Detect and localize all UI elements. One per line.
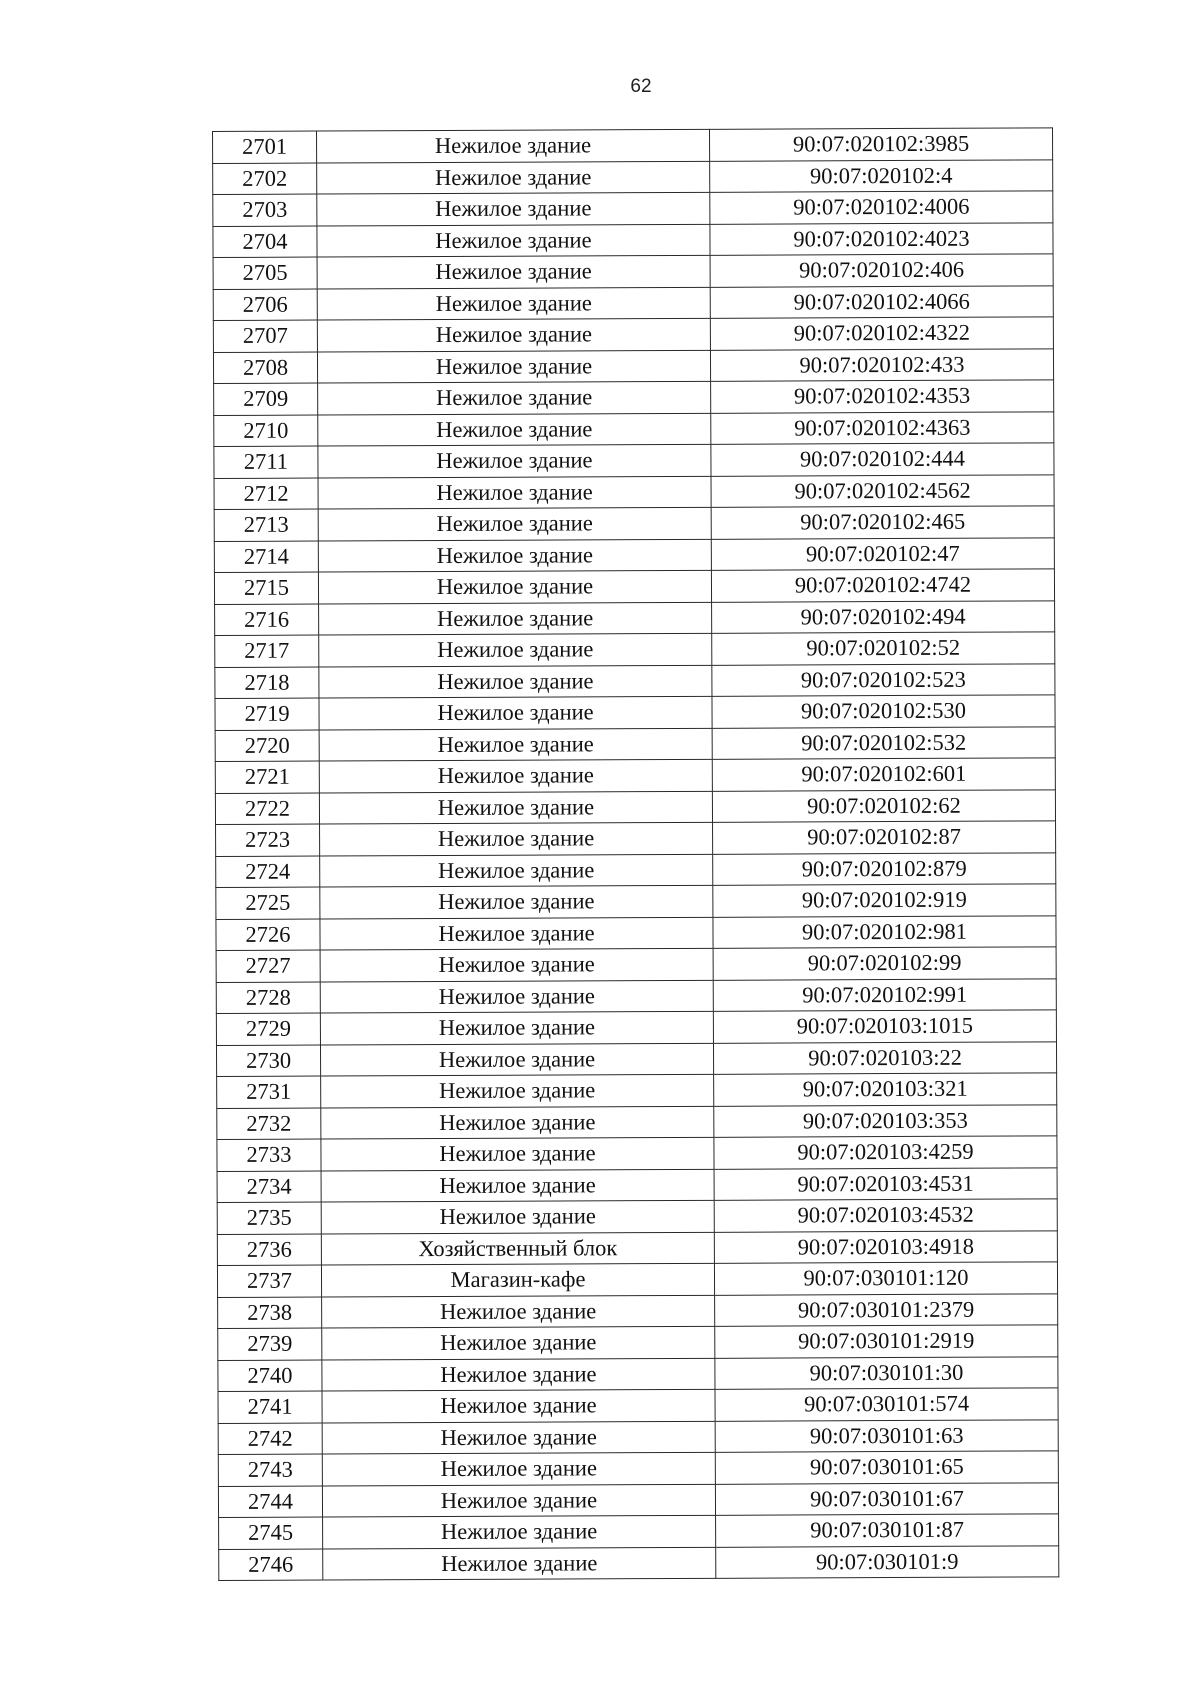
table-row	[217, 1073, 1057, 1108]
row-number-cell: 2725	[216, 887, 320, 919]
table-row	[214, 537, 1054, 572]
cadastral-number-cell: 90:07:020102:4006	[710, 191, 1053, 224]
table-row	[216, 884, 1056, 919]
cadastral-number-cell: 90:07:030101:67	[715, 1482, 1058, 1515]
table-row	[215, 632, 1055, 667]
cadastral-number-cell: 90:07:020102:4023	[710, 222, 1053, 255]
table-row	[215, 789, 1055, 824]
row-number-cell: 2722	[215, 793, 319, 825]
cadastral-number-cell: 90:07:030101:2379	[715, 1293, 1058, 1326]
object-name-cell: Нежилое здание	[320, 948, 713, 981]
cadastral-number-cell: 90:07:020102:4562	[711, 474, 1054, 507]
table-row	[213, 159, 1053, 194]
table-row	[218, 1482, 1058, 1517]
row-number-cell: 2717	[215, 635, 319, 667]
table-row	[213, 348, 1053, 383]
table-row	[217, 1167, 1057, 1202]
page-number: 62	[630, 76, 652, 97]
row-number-cell: 2745	[219, 1517, 323, 1549]
cadastral-number-cell: 90:07:020102:87	[713, 821, 1056, 854]
cadastral-number-cell: 90:07:020102:3985	[709, 128, 1052, 161]
object-name-cell: Нежилое здание	[321, 1137, 714, 1170]
object-name-cell: Нежилое здание	[318, 444, 711, 477]
cadastral-number-cell: 90:07:020102:494	[712, 600, 1055, 633]
cadastral-number-cell: 90:07:020102:4742	[711, 569, 1054, 602]
cadastral-number-cell: 90:07:020102:465	[711, 506, 1054, 539]
row-number-cell: 2701	[213, 131, 317, 163]
table-row	[215, 663, 1055, 698]
row-number-cell: 2711	[214, 446, 318, 478]
row-number-cell: 2715	[214, 572, 318, 604]
object-name-cell: Нежилое здание	[321, 1169, 714, 1202]
object-name-cell: Нежилое здание	[320, 917, 713, 950]
table-row	[216, 915, 1056, 950]
table-row	[215, 726, 1055, 761]
row-number-cell: 2710	[214, 415, 318, 447]
cadastral-number-cell: 90:07:020102:530	[712, 695, 1055, 728]
object-name-cell: Нежилое здание	[318, 539, 711, 572]
row-number-cell: 2739	[218, 1328, 322, 1360]
object-name-cell: Нежилое здание	[320, 885, 713, 918]
cadastral-number-cell: 90:07:020102:62	[712, 789, 1055, 822]
table-row	[218, 1419, 1058, 1454]
cadastral-number-cell: 90:07:030101:9	[716, 1545, 1059, 1578]
table-row	[217, 1136, 1057, 1171]
cadastral-number-cell: 90:07:020102:99	[713, 947, 1056, 980]
row-number-cell: 2731	[217, 1076, 321, 1108]
cadastral-number-cell: 90:07:020103:4259	[714, 1136, 1057, 1169]
row-number-cell: 2714	[214, 541, 318, 573]
cadastral-number-cell: 90:07:030101:63	[715, 1419, 1058, 1452]
cadastral-number-cell: 90:07:020103:22	[713, 1041, 1056, 1074]
cadastral-number-cell: 90:07:020102:47	[711, 537, 1054, 570]
table-row	[215, 600, 1055, 635]
object-name-cell: Нежилое здание	[322, 1421, 715, 1454]
object-name-cell: Нежилое здание	[322, 1484, 715, 1517]
table-row	[215, 695, 1055, 730]
object-name-cell: Нежилое здание	[320, 980, 713, 1013]
row-number-cell: 2729	[216, 1013, 320, 1045]
object-name-cell: Нежилое здание	[319, 633, 712, 666]
row-number-cell: 2719	[215, 698, 319, 730]
table-row	[217, 1262, 1057, 1297]
row-number-cell: 2746	[219, 1549, 323, 1581]
object-name-cell: Нежилое здание	[320, 1043, 713, 1076]
row-number-cell: 2707	[213, 320, 317, 352]
cadastral-number-cell: 90:07:030101:87	[716, 1514, 1059, 1547]
row-number-cell: 2738	[218, 1297, 322, 1329]
cadastral-number-cell: 90:07:020102:879	[713, 852, 1056, 885]
table-row	[216, 1010, 1056, 1045]
row-number-cell: 2718	[215, 667, 319, 699]
row-number-cell: 2721	[215, 761, 319, 793]
object-name-cell: Нежилое здание	[319, 728, 712, 761]
cadastral-number-cell: 90:07:020102:4363	[711, 411, 1054, 444]
row-number-cell: 2705	[213, 257, 317, 289]
object-name-cell: Нежилое здание	[319, 791, 712, 824]
row-number-cell: 2741	[218, 1391, 322, 1423]
object-name-cell: Магазин-кафе	[321, 1263, 714, 1296]
cadastral-number-cell: 90:07:020102:919	[713, 884, 1056, 917]
cadastral-number-cell: 90:07:020102:532	[712, 726, 1055, 759]
object-name-cell: Нежилое здание	[317, 255, 710, 288]
object-name-cell: Нежилое здание	[317, 129, 710, 162]
row-number-cell: 2742	[218, 1423, 322, 1455]
cadastral-number-cell: 90:07:030101:65	[715, 1451, 1058, 1484]
table-row	[213, 317, 1053, 352]
row-number-cell: 2723	[216, 824, 320, 856]
object-name-cell: Нежилое здание	[321, 1106, 714, 1139]
object-name-cell: Нежилое здание	[322, 1326, 715, 1359]
table-row	[216, 1041, 1056, 1076]
object-name-cell: Нежилое здание	[317, 161, 710, 194]
table-row	[213, 128, 1053, 163]
table-body	[213, 128, 1059, 1581]
object-name-cell: Нежилое здание	[321, 1074, 714, 1107]
table-row	[218, 1356, 1058, 1391]
table-row	[214, 411, 1054, 446]
cadastral-number-cell: 90:07:020102:523	[712, 663, 1055, 696]
table-row	[218, 1325, 1058, 1360]
table-row	[215, 758, 1055, 793]
row-number-cell: 2730	[216, 1045, 320, 1077]
object-name-cell: Нежилое здание	[318, 570, 711, 603]
row-number-cell: 2720	[215, 730, 319, 762]
row-number-cell: 2740	[218, 1360, 322, 1392]
table-row	[213, 222, 1053, 257]
row-number-cell: 2712	[214, 478, 318, 510]
object-name-cell: Нежилое здание	[319, 602, 712, 635]
object-name-cell: Нежилое здание	[323, 1515, 716, 1548]
object-name-cell: Хозяйственный блок	[321, 1232, 714, 1265]
cadastral-number-cell: 90:07:020102:406	[710, 254, 1053, 287]
object-name-cell: Нежилое здание	[320, 1011, 713, 1044]
row-number-cell: 2735	[217, 1202, 321, 1234]
cadastral-number-cell: 90:07:020102:981	[713, 915, 1056, 948]
table-row	[213, 254, 1053, 289]
table-row	[217, 1199, 1057, 1234]
table-row	[218, 1451, 1058, 1486]
object-name-cell: Нежилое здание	[321, 1200, 714, 1233]
cadastral-number-cell: 90:07:020102:433	[710, 348, 1053, 381]
object-name-cell: Нежилое здание	[318, 507, 711, 540]
cadastral-number-cell: 90:07:020102:4	[710, 159, 1053, 192]
row-number-cell: 2713	[214, 509, 318, 541]
row-number-cell: 2727	[216, 950, 320, 982]
object-name-cell: Нежилое здание	[322, 1452, 715, 1485]
table-row	[214, 443, 1054, 478]
row-number-cell: 2733	[217, 1139, 321, 1171]
object-name-cell: Нежилое здание	[318, 413, 711, 446]
table-row	[217, 1230, 1057, 1265]
row-number-cell: 2734	[217, 1171, 321, 1203]
object-name-cell: Нежилое здание	[318, 381, 711, 414]
table-row	[216, 821, 1056, 856]
object-name-cell: Нежилое здание	[318, 476, 711, 509]
table-row	[214, 474, 1054, 509]
row-number-cell: 2708	[213, 352, 317, 384]
cadastral-number-cell: 90:07:020103:353	[714, 1104, 1057, 1137]
row-number-cell: 2704	[213, 226, 317, 258]
table-row	[214, 506, 1054, 541]
object-name-cell: Нежилое здание	[320, 854, 713, 887]
object-name-cell: Нежилое здание	[322, 1358, 715, 1391]
table-row	[219, 1545, 1059, 1580]
object-name-cell: Нежилое здание	[320, 822, 713, 855]
row-number-cell: 2744	[218, 1486, 322, 1518]
row-number-cell: 2736	[217, 1234, 321, 1266]
cadastral-number-cell: 90:07:020102:52	[712, 632, 1055, 665]
object-name-cell: Нежилое здание	[317, 318, 710, 351]
object-name-cell: Нежилое здание	[317, 192, 710, 225]
cadastral-number-cell: 90:07:030101:2919	[715, 1325, 1058, 1358]
row-number-cell: 2728	[216, 982, 320, 1014]
object-name-cell: Нежилое здание	[322, 1295, 715, 1328]
cadastral-number-cell: 90:07:020103:1015	[713, 1010, 1056, 1043]
cadastral-number-cell: 90:07:020102:4353	[711, 380, 1054, 413]
row-number-cell: 2737	[217, 1265, 321, 1297]
cadastral-number-cell: 90:07:020103:321	[714, 1073, 1057, 1106]
row-number-cell: 2706	[213, 289, 317, 321]
table-row	[217, 1104, 1057, 1139]
table-row	[218, 1388, 1058, 1423]
registry-table	[212, 127, 1059, 1581]
cadastral-number-cell: 90:07:020102:601	[712, 758, 1055, 791]
cadastral-number-cell: 90:07:020102:444	[711, 443, 1054, 476]
row-number-cell: 2716	[215, 604, 319, 636]
row-number-cell: 2743	[218, 1454, 322, 1486]
object-name-cell: Нежилое здание	[319, 696, 712, 729]
cadastral-number-cell: 90:07:020102:4322	[710, 317, 1053, 350]
object-name-cell: Нежилое здание	[319, 665, 712, 698]
cadastral-number-cell: 90:07:020103:4532	[714, 1199, 1057, 1232]
object-name-cell: Нежилое здание	[323, 1547, 716, 1580]
table-row	[213, 191, 1053, 226]
cadastral-number-cell: 90:07:030101:574	[715, 1388, 1058, 1421]
table-row	[216, 978, 1056, 1013]
cadastral-number-cell: 90:07:030101:30	[715, 1356, 1058, 1389]
row-number-cell: 2709	[214, 383, 318, 415]
table-row	[219, 1514, 1059, 1549]
object-name-cell: Нежилое здание	[317, 350, 710, 383]
cadastral-number-cell: 90:07:020102:4066	[710, 285, 1053, 318]
object-name-cell: Нежилое здание	[317, 287, 710, 320]
cadastral-number-cell: 90:07:020103:4918	[714, 1230, 1057, 1263]
object-name-cell: Нежилое здание	[322, 1389, 715, 1422]
table-row	[214, 569, 1054, 604]
table-row	[214, 380, 1054, 415]
cadastral-number-cell: 90:07:020102:991	[713, 978, 1056, 1011]
row-number-cell: 2703	[213, 194, 317, 226]
object-name-cell: Нежилое здание	[317, 224, 710, 257]
object-name-cell: Нежилое здание	[319, 759, 712, 792]
row-number-cell: 2732	[217, 1108, 321, 1140]
row-number-cell: 2726	[216, 919, 320, 951]
table-row	[216, 852, 1056, 887]
row-number-cell: 2702	[213, 163, 317, 195]
cadastral-number-cell: 90:07:030101:120	[714, 1262, 1057, 1295]
table-row	[213, 285, 1053, 320]
cadastral-number-cell: 90:07:020103:4531	[714, 1167, 1057, 1200]
table-row	[216, 947, 1056, 982]
table-row	[218, 1293, 1058, 1328]
row-number-cell: 2724	[216, 856, 320, 888]
